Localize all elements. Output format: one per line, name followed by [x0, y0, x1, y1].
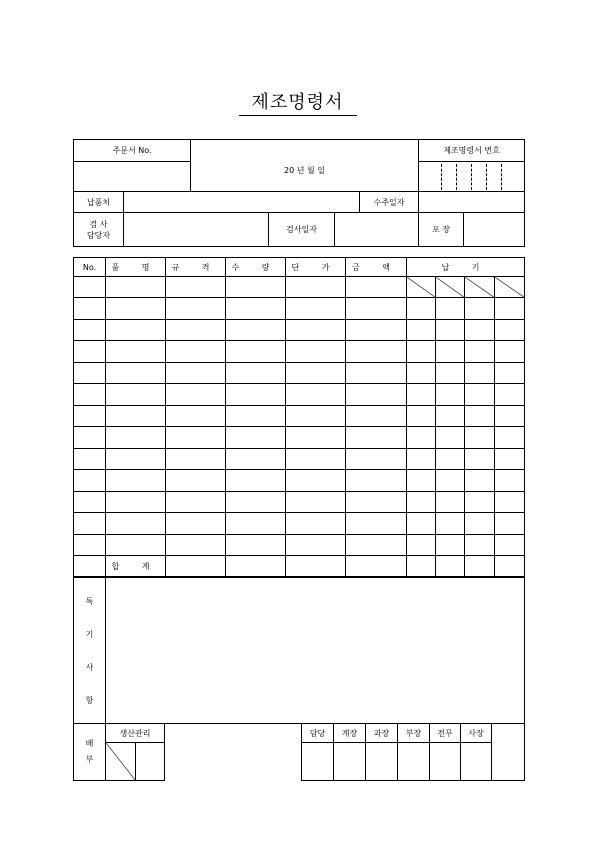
- table-cell[interactable]: [346, 362, 407, 384]
- mfg-order-no-boxes[interactable]: [419, 162, 525, 192]
- table-cell[interactable]: [495, 448, 525, 470]
- delivery-date-diagonal-cell[interactable]: [495, 277, 525, 298]
- table-cell[interactable]: [286, 277, 346, 298]
- table-cell[interactable]: [226, 470, 286, 492]
- table-cell[interactable]: [74, 341, 106, 363]
- table-cell[interactable]: [166, 362, 226, 384]
- table-cell[interactable]: [286, 427, 346, 449]
- table-cell[interactable]: [407, 427, 436, 449]
- table-cell[interactable]: [286, 513, 346, 535]
- table-cell[interactable]: [407, 470, 436, 492]
- table-cell[interactable]: [74, 362, 106, 384]
- table-cell[interactable]: [407, 319, 436, 341]
- table-cell[interactable]: [495, 362, 525, 384]
- approval-label: 담당: [302, 724, 334, 743]
- table-cell[interactable]: [286, 491, 346, 513]
- table-cell[interactable]: [407, 405, 436, 427]
- table-cell[interactable]: [74, 513, 106, 535]
- table-cell[interactable]: [465, 384, 495, 406]
- approval-label: 과장: [366, 724, 398, 743]
- table-cell[interactable]: [346, 341, 407, 363]
- mfg-order-no-label: 제조명령서 번호: [419, 140, 525, 162]
- column-header: 규 격: [166, 258, 226, 277]
- table-cell[interactable]: [346, 298, 407, 320]
- table-cell[interactable]: [495, 427, 525, 449]
- approval-label: 사장: [461, 724, 492, 743]
- total-label: 합 계: [106, 556, 166, 577]
- table-cell[interactable]: [407, 534, 436, 556]
- approval-sign-box[interactable]: [398, 743, 430, 781]
- table-cell[interactable]: [226, 427, 286, 449]
- table-cell[interactable]: [436, 362, 465, 384]
- table-cell[interactable]: [74, 491, 106, 513]
- table-cell[interactable]: [166, 448, 226, 470]
- inspect-date-label: 검사일자: [269, 213, 335, 247]
- table-cell[interactable]: [106, 298, 166, 320]
- table-cell[interactable]: [436, 513, 465, 535]
- table-cell[interactable]: [465, 534, 495, 556]
- title-underline: [239, 115, 357, 116]
- table-cell[interactable]: [226, 534, 286, 556]
- table-cell[interactable]: [495, 534, 525, 556]
- table-cell[interactable]: [74, 384, 106, 406]
- table-cell[interactable]: [346, 277, 407, 298]
- table-cell[interactable]: [226, 277, 286, 298]
- table-cell[interactable]: [106, 448, 166, 470]
- total-row: [74, 556, 525, 577]
- table-cell[interactable]: [74, 470, 106, 492]
- table-cell[interactable]: [495, 405, 525, 427]
- table-cell[interactable]: [74, 319, 106, 341]
- table-cell[interactable]: [166, 405, 226, 427]
- table-cell[interactable]: [106, 277, 166, 298]
- column-header: 납 기: [407, 258, 525, 277]
- approval-sign-box[interactable]: [461, 743, 492, 781]
- table-cell[interactable]: [226, 298, 286, 320]
- table-cell[interactable]: [436, 556, 465, 577]
- table-cell[interactable]: [166, 277, 226, 298]
- header-table: [73, 139, 525, 247]
- table-cell[interactable]: [495, 298, 525, 320]
- table-cell[interactable]: [346, 491, 407, 513]
- approval-sign-box[interactable]: [302, 743, 334, 781]
- delivery-date-diagonal-cell[interactable]: [465, 277, 495, 298]
- remarks-area[interactable]: [106, 578, 525, 724]
- table-cell: [74, 556, 106, 577]
- table-cell[interactable]: [436, 448, 465, 470]
- order-no-label: 주문서 No.: [74, 140, 191, 162]
- table-cell[interactable]: [286, 405, 346, 427]
- table-cell[interactable]: [286, 362, 346, 384]
- table-cell[interactable]: [407, 341, 436, 363]
- table-row: [74, 341, 525, 363]
- table-cell[interactable]: [226, 448, 286, 470]
- table-cell[interactable]: [465, 491, 495, 513]
- table-cell[interactable]: [495, 470, 525, 492]
- table-cell[interactable]: [166, 427, 226, 449]
- table-cell[interactable]: [74, 277, 106, 298]
- table-cell[interactable]: [465, 513, 495, 535]
- approval-label: 전무: [430, 724, 461, 743]
- footer-gap: [165, 724, 302, 781]
- column-header: 수 량: [226, 258, 286, 277]
- table-row: [74, 513, 525, 535]
- table-cell[interactable]: [465, 556, 495, 577]
- table-cell[interactable]: [346, 319, 407, 341]
- table-cell[interactable]: [495, 556, 525, 577]
- table-cell[interactable]: [74, 448, 106, 470]
- table-cell[interactable]: [106, 341, 166, 363]
- table-row: [74, 319, 525, 341]
- table-cell[interactable]: [465, 341, 495, 363]
- table-row: [74, 470, 525, 492]
- production-sign-box[interactable]: [136, 743, 165, 781]
- table-cell[interactable]: [74, 405, 106, 427]
- table-cell[interactable]: [226, 491, 286, 513]
- table-cell[interactable]: [346, 534, 407, 556]
- order-date-value[interactable]: [419, 192, 525, 213]
- table-cell[interactable]: [495, 384, 525, 406]
- table-cell[interactable]: [495, 341, 525, 363]
- table-cell[interactable]: [407, 513, 436, 535]
- page-title: 제조명령서: [251, 92, 344, 113]
- table-cell[interactable]: [286, 298, 346, 320]
- table-cell[interactable]: [436, 470, 465, 492]
- table-cell[interactable]: [465, 319, 495, 341]
- inspector-value[interactable]: [124, 213, 269, 247]
- table-cell[interactable]: [346, 556, 407, 577]
- table-cell[interactable]: [166, 556, 226, 577]
- distribution-label: 배 부: [74, 724, 106, 781]
- delivery-to-value[interactable]: [124, 192, 360, 213]
- table-cell[interactable]: [436, 319, 465, 341]
- table-cell[interactable]: [226, 405, 286, 427]
- table-row: [74, 362, 525, 384]
- table-row: [74, 491, 525, 513]
- table-cell[interactable]: [465, 298, 495, 320]
- table-cell[interactable]: [226, 341, 286, 363]
- table-cell[interactable]: [346, 384, 407, 406]
- delivery-date-diagonal-cell[interactable]: [407, 277, 436, 298]
- table-cell[interactable]: [495, 513, 525, 535]
- order-date-label: 수주일자: [360, 192, 419, 213]
- table-cell[interactable]: [166, 491, 226, 513]
- table-cell[interactable]: [436, 341, 465, 363]
- date-field[interactable]: 20 년 월 일: [191, 140, 419, 192]
- table-cell[interactable]: [74, 534, 106, 556]
- table-cell[interactable]: [346, 513, 407, 535]
- approval-sign-box[interactable]: [430, 743, 461, 781]
- packing-label: 포 장: [419, 213, 464, 247]
- table-cell[interactable]: [465, 362, 495, 384]
- table-row: [74, 427, 525, 449]
- table-cell[interactable]: [495, 491, 525, 513]
- table-cell[interactable]: [166, 341, 226, 363]
- table-cell[interactable]: [286, 534, 346, 556]
- table-cell[interactable]: [465, 427, 495, 449]
- table-cell[interactable]: [106, 362, 166, 384]
- table-cell[interactable]: [407, 384, 436, 406]
- approval-label: 계장: [334, 724, 366, 743]
- table-cell[interactable]: [226, 362, 286, 384]
- inspector-label: 검 사 담당자: [74, 213, 124, 247]
- packing-value[interactable]: [464, 213, 525, 247]
- production-sign-diagonal[interactable]: [106, 743, 136, 781]
- table-cell[interactable]: [286, 319, 346, 341]
- table-cell[interactable]: [407, 448, 436, 470]
- table-cell[interactable]: [495, 319, 525, 341]
- delivery-to-label: 납품처: [74, 192, 124, 213]
- remarks-label: 특 기 사 항: [74, 578, 106, 724]
- table-cell[interactable]: [346, 448, 407, 470]
- table-cell[interactable]: [166, 384, 226, 406]
- table-cell[interactable]: [106, 427, 166, 449]
- table-cell[interactable]: [226, 384, 286, 406]
- table-cell[interactable]: [286, 384, 346, 406]
- table-cell[interactable]: [407, 556, 436, 577]
- table-cell[interactable]: [436, 298, 465, 320]
- table-cell[interactable]: [226, 319, 286, 341]
- table-row: [74, 534, 525, 556]
- table-cell[interactable]: [166, 513, 226, 535]
- order-no-value[interactable]: [74, 162, 191, 192]
- delivery-date-diagonal-cell[interactable]: [436, 277, 465, 298]
- table-cell[interactable]: [74, 298, 106, 320]
- table-cell[interactable]: [436, 405, 465, 427]
- table-cell[interactable]: [346, 470, 407, 492]
- table-cell[interactable]: [346, 405, 407, 427]
- table-cell[interactable]: [106, 470, 166, 492]
- approval-label: 부장: [398, 724, 430, 743]
- table-cell[interactable]: [436, 384, 465, 406]
- column-header: 품 명: [106, 258, 166, 277]
- table-cell[interactable]: [106, 513, 166, 535]
- table-cell[interactable]: [106, 405, 166, 427]
- table-cell[interactable]: [166, 298, 226, 320]
- table-cell[interactable]: [465, 470, 495, 492]
- table-cell[interactable]: [407, 491, 436, 513]
- production-label: 생산관리: [106, 724, 165, 743]
- table-cell[interactable]: [166, 319, 226, 341]
- column-header: 금 액: [346, 258, 407, 277]
- table-cell[interactable]: [407, 298, 436, 320]
- table-cell[interactable]: [436, 427, 465, 449]
- table-cell[interactable]: [346, 427, 407, 449]
- table-cell[interactable]: [106, 319, 166, 341]
- table-cell[interactable]: [106, 384, 166, 406]
- table-row: [74, 298, 525, 320]
- table-cell[interactable]: [74, 427, 106, 449]
- table-cell[interactable]: [106, 491, 166, 513]
- table-cell[interactable]: [226, 556, 286, 577]
- items-table: [73, 257, 525, 577]
- table-cell[interactable]: [286, 341, 346, 363]
- approval-sign-box[interactable]: [334, 743, 366, 781]
- table-cell[interactable]: [286, 470, 346, 492]
- table-cell[interactable]: [226, 513, 286, 535]
- footer-blank: [492, 724, 525, 781]
- table-row: [74, 384, 525, 406]
- table-cell[interactable]: [436, 491, 465, 513]
- table-row: [74, 448, 525, 470]
- inspect-date-value[interactable]: [335, 213, 419, 247]
- table-cell[interactable]: [465, 405, 495, 427]
- table-cell[interactable]: [166, 470, 226, 492]
- table-cell[interactable]: [465, 448, 495, 470]
- table-cell[interactable]: [286, 448, 346, 470]
- table-cell[interactable]: [106, 534, 166, 556]
- table-cell[interactable]: [436, 534, 465, 556]
- table-cell[interactable]: [286, 556, 346, 577]
- approval-sign-box[interactable]: [366, 743, 398, 781]
- table-cell[interactable]: [407, 362, 436, 384]
- remarks-footer-table: [73, 577, 525, 781]
- table-cell[interactable]: [166, 534, 226, 556]
- table-row: [74, 405, 525, 427]
- column-header: 단 가: [286, 258, 346, 277]
- column-header: No.: [74, 258, 106, 277]
